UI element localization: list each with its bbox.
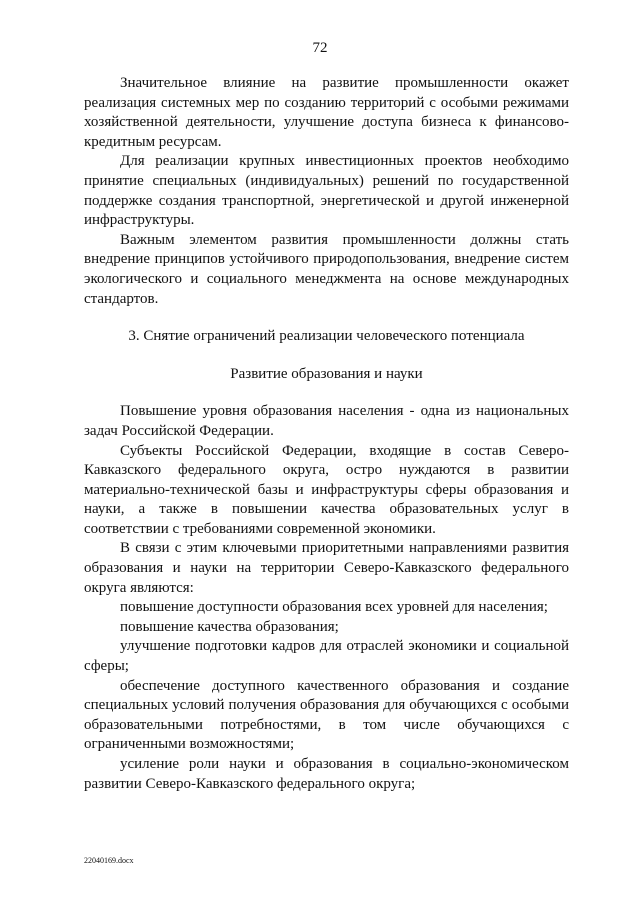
document-body	[84, 74, 569, 794]
list-item: улучшение подготовки кадров для отраслей экономики и социальной сферы;	[84, 638, 569, 675]
paragraph: Для реализации крупных инвестиционных проектов необходимо принятие специальных (индивидуальных) решений по государственной поддержке создания транспортной, энергетической и другой инженерной инфраструктуры.	[84, 153, 569, 229]
list-item: повышение качества образования;	[120, 618, 339, 635]
footer-filename: 22040169.docx	[84, 856, 134, 865]
section-heading: 3. Снятие ограничений реализации человеческого потенциала	[128, 328, 525, 345]
page-number: 72	[312, 40, 328, 56]
paragraph: Значительное влияние на развитие промышленности окажет реализация системных мер по созданию территорий с особыми режимами хозяйственной деятельности, улучшение доступа бизнеса к финансово-кредитным ресурсам.	[84, 75, 569, 150]
paragraph: В связи с этим ключевыми приоритетными направлениями развития образования и науки на территории Северо-Кавказского федерального округа являются:	[84, 540, 569, 596]
paragraph: Повышение уровня образования населения - одна из национальных задач Российской Федерации.	[84, 403, 569, 439]
list-item: обеспечение доступного качественного образования и создание специальных условий получения образования для обучающихся с особыми образовательными потребностями, в том числе обучающихся с ограниченными возможностями;	[84, 677, 569, 753]
subsection-heading: Развитие образования и науки	[230, 365, 423, 382]
list-item: повышение доступности образования всех уровней для населения;	[120, 599, 548, 616]
list-item: усиление роли науки и образования в социально-экономическом развитии Северо-Кавказского федерального округа;	[84, 756, 569, 792]
paragraph: Субъекты Российской Федерации, входящие в состав Северо-Кавказского федерального округа, остро нуждаются в развитии материально-технической базы и инфраструктуры сферы образования и науки, а также в повышении качества образовательных услуг в соответствии с требованиями современной экономики.	[84, 442, 569, 537]
paragraph: Важным элементом развития промышленности должны стать внедрение принципов устойчивого природопользования, внедрение систем экологического и социального менеджмента на основе международных стандартов.	[84, 231, 569, 307]
